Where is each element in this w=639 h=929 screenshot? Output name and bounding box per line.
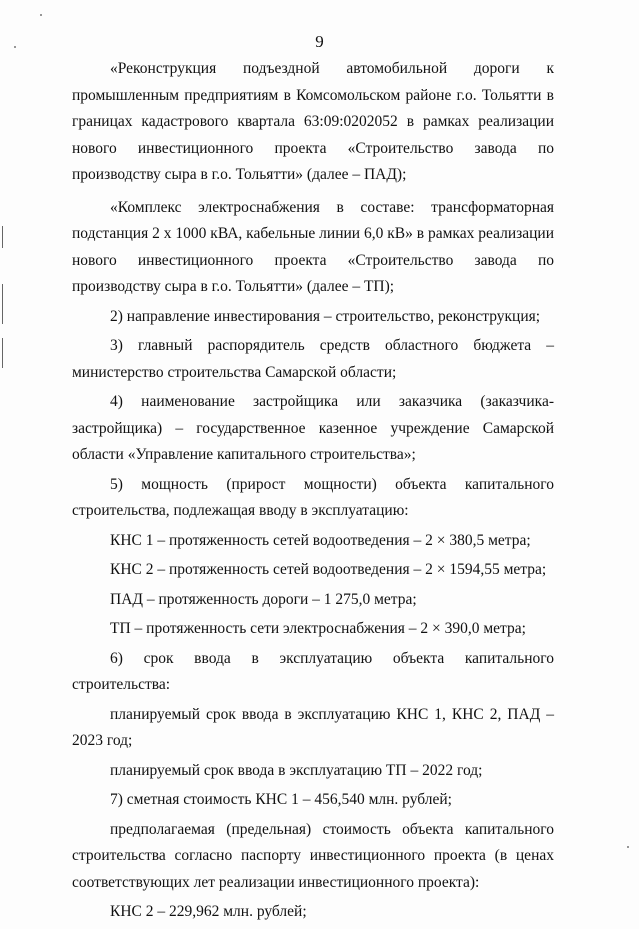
paragraph-pad-project: «Реконструкция подъездной автомобильной дороги к промышленным предприятиям в Комсомольском районе г.о. Тольятти в границах кадастрового квартала 63:09:0202052 в рамках реализации нового инвестиционного проекта «Строительство завода по производству сыра в г.о. Тольятти» (далее – ПАД);	[72, 60, 554, 183]
paragraph-developer: 4) наименование застройщика или заказчика (заказчика-застройщика) – государственное казенное учреждение Самарской области «Управление капитального строительства»;	[72, 393, 554, 463]
capacity-tp: ТП – протяженность сети электроснабжения – 2 × 390,0 метра;	[110, 620, 526, 637]
capacity-pad: ПАД – протяженность дороги – 1 275,0 метра;	[110, 590, 417, 608]
scan-margin-line-2	[2, 284, 3, 324]
capacity-kns2: КНС 2 – протяженность сетей водоотведения – 2 × 1594,55 метра;	[110, 561, 547, 578]
scan-speck	[40, 14, 42, 16]
scan-margin-line-1	[2, 226, 3, 248]
cost-kns2: КНС 2 – 229,962 млн. рублей;	[110, 903, 307, 920]
paragraph-tp-project: «Комплекс электроснабжения в составе: трансформаторная подстанция 2 х 1000 кВА, кабельные линии 6,0 кВ» в рамках реализации нового инвестиционного проекта «Строительство завода по производству сыра в г.о. Тольятти» (далее – ТП);	[72, 198, 554, 295]
document-body	[72, 56, 554, 929]
scan-margin-line-3	[2, 338, 3, 368]
paragraph-capacity: 5) мощность (прирост мощности) объекта капитального строительства, подлежащая вводу в эксплуатацию:	[72, 475, 554, 519]
capacity-kns1: КНС 1 – протяженность сетей водоотведения – 2 × 380,5 метра;	[110, 531, 531, 549]
paragraph-investment-direction: 2) направление инвестирования – строительство, реконструкция;	[110, 307, 541, 325]
paragraph-budget-manager: 3) главный распорядитель средств областного бюджета – министерство строительства Самарской области;	[72, 337, 554, 381]
commissioning-kns-pad: планируемый срок ввода в эксплуатацию КНС 1, КНС 2, ПАД – 2023 год;	[72, 705, 554, 749]
paragraph-estimated-cost: 7) сметная стоимость КНС 1 – 456,540 млн. рублей;	[110, 791, 452, 808]
paragraph-limit-cost: предполагаемая (предельная) стоимость объекта капитального строительства согласно паспорту инвестиционного проекта (в ценах соответствующих лет реализации инвестиционного проекта):	[72, 820, 554, 891]
commissioning-tp: планируемый срок ввода в эксплуатацию ТП – 2022 год;	[110, 761, 483, 779]
scan-speck	[627, 846, 629, 848]
page-number: 9	[315, 32, 324, 51]
paragraph-commissioning: 6) срок ввода в эксплуатацию объекта капитального строительства:	[72, 649, 554, 693]
